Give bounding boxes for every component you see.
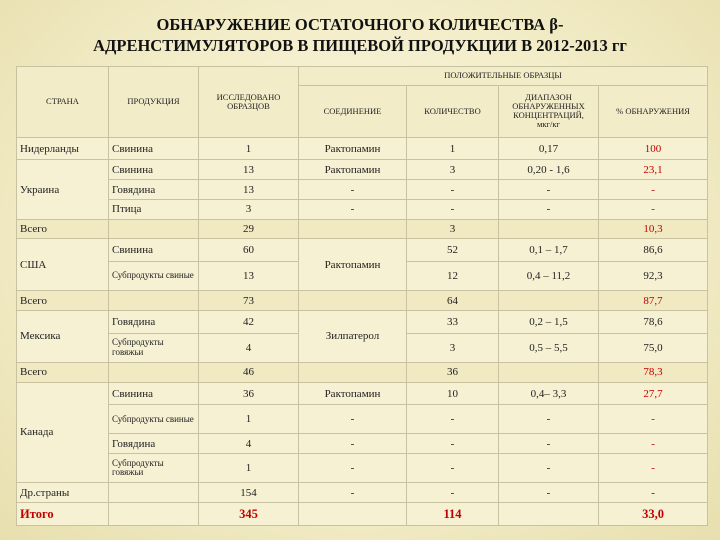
header-positive: ПОЛОЖИТЕЛЬНЫЕ ОБРАЗЦЫ	[299, 67, 708, 86]
count-cell: 114	[407, 502, 499, 525]
count-cell: 52	[407, 239, 499, 262]
compound-cell: -	[299, 199, 407, 219]
count-cell: -	[407, 180, 499, 200]
product-cell: Субпродукты свиные	[109, 405, 199, 434]
table-row	[17, 180, 708, 200]
header-studied: ИССЛЕДОВАНО ОБРАЗЦОВ	[199, 67, 299, 138]
table-row	[17, 434, 708, 454]
compound-cell: Рактопамин	[299, 239, 407, 291]
table-row	[17, 199, 708, 219]
product-cell: Птица	[109, 199, 199, 219]
range-cell: 0,17	[499, 137, 599, 160]
header-range: ДИАПАЗОН ОБНАРУЖЕННЫХ КОНЦЕНТРАЦИЙ, мкг/кг	[499, 85, 599, 137]
percent-cell: -	[599, 434, 708, 454]
table-row	[17, 405, 708, 434]
studied-cell: 1	[199, 405, 299, 434]
count-cell: 64	[407, 291, 499, 311]
range-cell: 0,2 – 1,5	[499, 310, 599, 333]
percent-cell: 100	[599, 137, 708, 160]
compound-cell: Зилпатерол	[299, 310, 407, 362]
product-cell: Субпродукты говяжьи	[109, 454, 199, 483]
range-cell: 0,4– 3,3	[499, 382, 599, 405]
count-cell: -	[407, 405, 499, 434]
page-title	[0, 14, 720, 56]
compound-cell: Рактопамин	[299, 137, 407, 160]
grand-total-row	[17, 502, 708, 525]
studied-cell: 4	[199, 333, 299, 362]
count-cell: -	[407, 454, 499, 483]
range-cell: -	[499, 199, 599, 219]
compound-cell: -	[299, 405, 407, 434]
studied-cell: 13	[199, 262, 299, 291]
studied-cell: 1	[199, 137, 299, 160]
product-cell: Субпродукты свиные	[109, 262, 199, 291]
range-cell: -	[499, 180, 599, 200]
table-row	[17, 483, 708, 503]
percent-cell: 87,7	[599, 291, 708, 311]
total-label: Всего	[17, 362, 109, 382]
header-compound: СОЕДИНЕНИЕ	[299, 85, 407, 137]
studied-cell: 345	[199, 502, 299, 525]
percent-cell: 10,3	[599, 219, 708, 239]
count-cell: 10	[407, 382, 499, 405]
percent-cell: -	[599, 180, 708, 200]
product-cell: Говядина	[109, 180, 199, 200]
country-cell: Канада	[17, 382, 109, 483]
studied-cell: 4	[199, 434, 299, 454]
header-percent: % ОБНАРУЖЕНИЯ	[599, 85, 708, 137]
studied-cell: 13	[199, 180, 299, 200]
product-cell: Субпродукты говяжьи	[109, 333, 199, 362]
country-cell: США	[17, 239, 109, 291]
percent-cell: 33,0	[599, 502, 708, 525]
studied-cell: 73	[199, 291, 299, 311]
country-cell: Украина	[17, 160, 109, 219]
studied-cell: 154	[199, 483, 299, 503]
percent-cell: 27,7	[599, 382, 708, 405]
range-cell: -	[499, 434, 599, 454]
compound-cell: -	[299, 434, 407, 454]
range-cell: 0,20 - 1,6	[499, 160, 599, 180]
product-cell: Свинина	[109, 137, 199, 160]
total-label: Всего	[17, 291, 109, 311]
count-cell: 1	[407, 137, 499, 160]
title-line-2: АДРЕНСТИМУЛЯТОРОВ В ПИЩЕВОЙ ПРОДУКЦИИ В 2012-2013 гг	[93, 36, 627, 55]
title-line-1: ОБНАРУЖЕНИЕ ОСТАТОЧНОГО КОЛИЧЕСТВА β-	[156, 15, 564, 34]
table-row	[17, 310, 708, 333]
percent-cell: -	[599, 483, 708, 503]
product-cell: Говядина	[109, 310, 199, 333]
percent-cell: 92,3	[599, 262, 708, 291]
range-cell: 0,4 – 11,2	[499, 262, 599, 291]
compound-cell: Рактопамин	[299, 382, 407, 405]
range-cell: -	[499, 405, 599, 434]
percent-cell: 75,0	[599, 333, 708, 362]
product-cell: Говядина	[109, 434, 199, 454]
table-row	[17, 382, 708, 405]
product-cell: Свинина	[109, 382, 199, 405]
table-row	[17, 137, 708, 160]
count-cell: 3	[407, 333, 499, 362]
range-cell: 0,1 – 1,7	[499, 239, 599, 262]
count-cell: 12	[407, 262, 499, 291]
count-cell: -	[407, 483, 499, 503]
product-cell: Свинина	[109, 239, 199, 262]
compound-cell: -	[299, 454, 407, 483]
country-cell: Мексика	[17, 310, 109, 362]
count-cell: -	[407, 434, 499, 454]
percent-cell: -	[599, 405, 708, 434]
range-cell: 0,5 – 5,5	[499, 333, 599, 362]
country-cell: Нидерланды	[17, 137, 109, 160]
percent-cell: -	[599, 454, 708, 483]
range-cell: -	[499, 483, 599, 503]
studied-cell: 13	[199, 160, 299, 180]
country-cell: Др.страны	[17, 483, 109, 503]
percent-cell: 23,1	[599, 160, 708, 180]
total-row	[17, 291, 708, 311]
percent-cell: 78,3	[599, 362, 708, 382]
product-cell: Свинина	[109, 160, 199, 180]
studied-cell: 60	[199, 239, 299, 262]
range-cell: -	[499, 454, 599, 483]
residue-table	[16, 66, 708, 526]
table-row	[17, 160, 708, 180]
count-cell: 3	[407, 160, 499, 180]
header-product: ПРОДУКЦИЯ	[109, 67, 199, 138]
studied-cell: 1	[199, 454, 299, 483]
header-country: СТРАНА	[17, 67, 109, 138]
studied-cell: 36	[199, 382, 299, 405]
count-cell: -	[407, 199, 499, 219]
percent-cell: 78,6	[599, 310, 708, 333]
studied-cell: 3	[199, 199, 299, 219]
table-row	[17, 454, 708, 483]
count-cell: 33	[407, 310, 499, 333]
studied-cell: 46	[199, 362, 299, 382]
header-count: КОЛИЧЕСТВО	[407, 85, 499, 137]
compound-cell: -	[299, 483, 407, 503]
total-row	[17, 362, 708, 382]
percent-cell: -	[599, 199, 708, 219]
grand-total-label: Итого	[17, 502, 109, 525]
total-row	[17, 219, 708, 239]
count-cell: 3	[407, 219, 499, 239]
percent-cell: 86,6	[599, 239, 708, 262]
total-label: Всего	[17, 219, 109, 239]
compound-cell: Рактопамин	[299, 160, 407, 180]
studied-cell: 29	[199, 219, 299, 239]
table-row	[17, 239, 708, 262]
studied-cell: 42	[199, 310, 299, 333]
count-cell: 36	[407, 362, 499, 382]
compound-cell: -	[299, 180, 407, 200]
